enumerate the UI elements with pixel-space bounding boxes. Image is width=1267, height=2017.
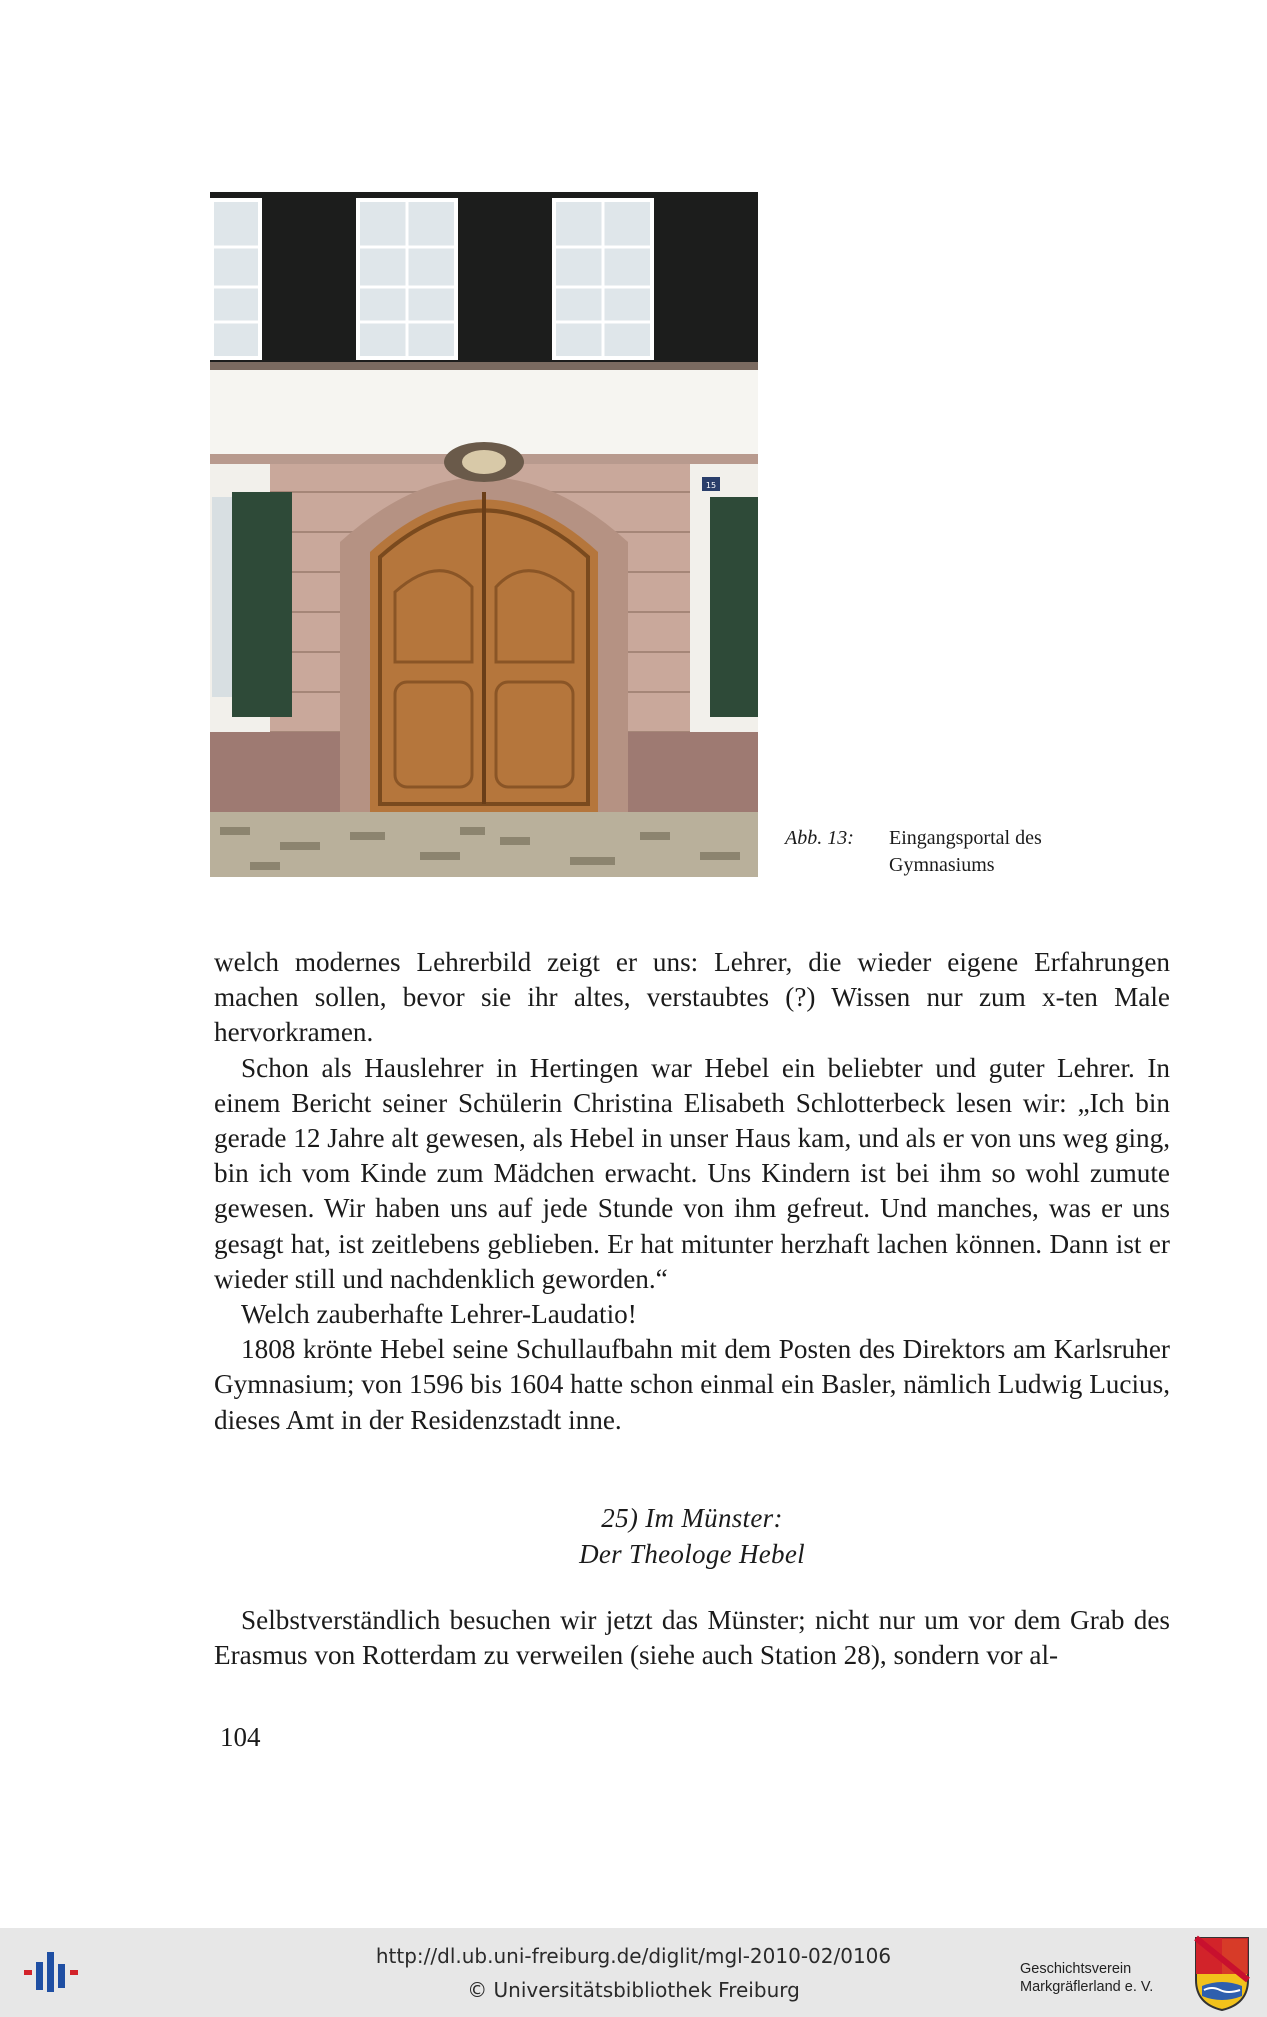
society-line-1: Geschichtsverein: [1020, 1961, 1132, 1977]
page-number: 104: [220, 1722, 261, 1752]
caption-line-1: Eingangsportal des: [889, 827, 1042, 849]
body-text: [214, 945, 1170, 1438]
paragraph: Schon als Hauslehrer in Hertingen war Hebel ein beliebter und guter Lehrer. In einem Bericht seiner Schülerin Christina Elisabeth Schlotterbeck lesen wir: „Ich bin gerade 12 Jahre alt gewesen, als Hebel in unser Haus kam, und als er von uns weg ging, bin ich vom Kinde zum Mädchen erwacht. Uns Kindern ist bei ihm so wohl zumute gewesen. Wir haben uns auf jede Stunde von ihm gefreut. Und manches, was er uns gesagt hat, ist zeitlebens geblieben. Er hat mitunter herzhaft lachen können. Dann ist er wieder still und nachdenklich geworden.“: [214, 1052, 1170, 1294]
footer-copyright: © Universitätsbibliothek Freiburg: [467, 1978, 800, 2002]
section-title-line-2: Der Theologe Hebel: [579, 1539, 805, 1569]
paragraph: welch modernes Lehrerbild zeigt er uns: Lehrer, die wieder eigene Erfahrungen machen sollen, bevor sie ihr altes, verstaubtes (?) Wissen nur zum x-ten Male hervorkramen.: [214, 947, 1170, 1048]
society-line-2: Markgräflerland e. V.: [1020, 1979, 1154, 1995]
footer-url-link[interactable]: http://dl.ub.uni-freiburg.de/diglit/mgl-2010-02/0106: [375, 1944, 892, 1968]
section-heading: [214, 1500, 1170, 1572]
caption-label: Abb. 13:: [785, 827, 854, 849]
society-name[interactable]: [1020, 1960, 1190, 1996]
footer-bar: [0, 1928, 1267, 2017]
coat-of-arms-icon[interactable]: [1192, 1934, 1252, 2012]
caption-line-2: Gymnasiums: [889, 854, 995, 876]
section-title-line-1: 25) Im Münster:: [601, 1503, 783, 1533]
building-entrance-photo: [210, 192, 758, 877]
paragraph: 1808 krönte Hebel seine Schullaufbahn mit dem Posten des Direktors am Karlsruher Gymnasium; von 1596 bis 1604 hatte schon einmal ein Basler, nämlich Ludwig Lucius, dieses Amt in der Residenzstadt inne.: [214, 1334, 1170, 1435]
paragraph: Welch zauberhafte Lehrer-Laudatio!: [241, 1299, 637, 1330]
figure-photo: [210, 192, 758, 877]
figure-caption: [785, 825, 1115, 879]
paragraph: Selbstverständlich besuchen wir jetzt das Münster; nicht nur um vor dem Grab des Erasmus von Rotterdam zu verweilen (siehe auch Station 28), sondern vor al-: [214, 1605, 1170, 1671]
section-body: [214, 1603, 1170, 1673]
house-number: 15: [705, 481, 717, 490]
